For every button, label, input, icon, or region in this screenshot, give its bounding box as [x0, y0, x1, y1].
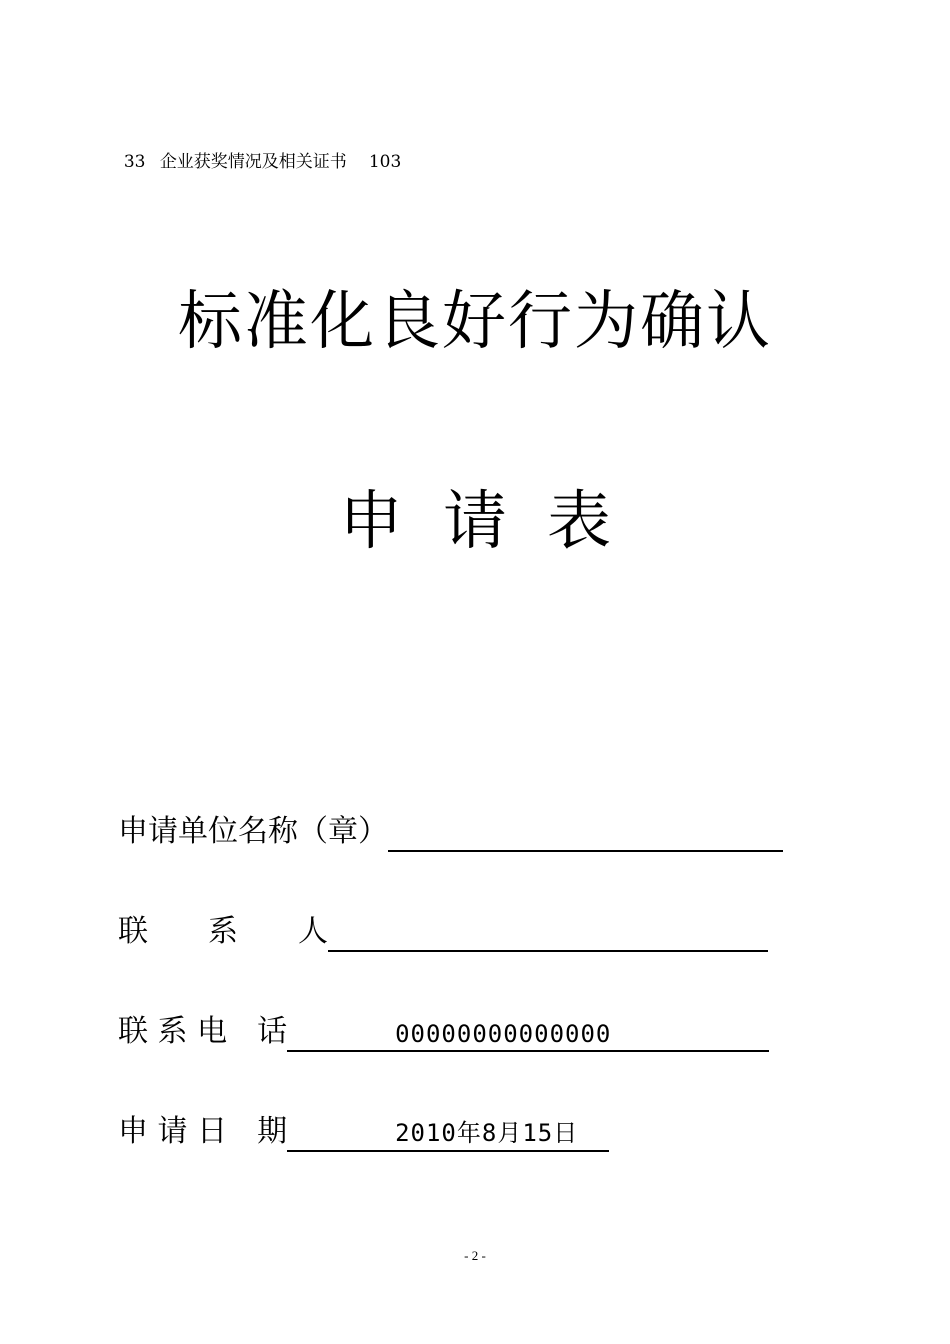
contact-phone-value: 00000000000000 [395, 1020, 612, 1048]
form-subtitle: 申请表 [339, 485, 651, 559]
contact-person-input[interactable] [328, 912, 768, 952]
contact-person-field [118, 908, 768, 952]
application-date-value: 2010年8月15日 [395, 1119, 579, 1147]
application-date-input[interactable] [287, 1112, 609, 1152]
toc-entry-page: 103 [368, 152, 402, 172]
toc-entry-number: 33 [123, 152, 146, 172]
contact-phone-input[interactable] [287, 1012, 769, 1052]
applicant-unit-field [118, 808, 783, 852]
toc-entry [113, 127, 401, 172]
page-number: - 2 - [464, 1248, 486, 1263]
applicant-unit-input[interactable] [388, 812, 783, 852]
form-title: 标准化良好行为确认 [178, 285, 772, 359]
applicant-unit-label: 申请单位名称（章） [118, 814, 388, 849]
contact-phone-field [118, 1008, 769, 1052]
contact-phone-label: 联 系 电 话 [118, 1014, 288, 1049]
toc-entry-title: 企业获奖情况及相关证书 [159, 152, 347, 172]
application-date-label: 申 请 日 期 [118, 1114, 288, 1149]
application-date-field [118, 1108, 609, 1152]
contact-person-label: 联 系 人 [118, 914, 328, 949]
